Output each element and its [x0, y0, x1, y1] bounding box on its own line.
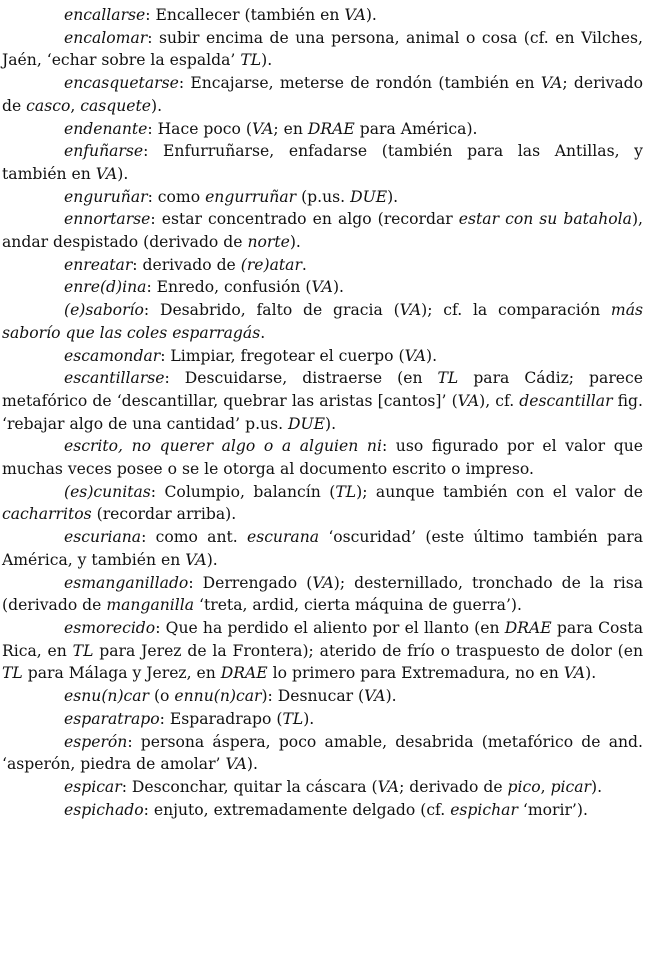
dictionary-entry: [2, 276, 643, 299]
entry-definition-text: ), andar despistado (derivado de: [2, 210, 643, 252]
dictionary-entry: [2, 526, 643, 571]
dictionary-entry: [2, 118, 643, 141]
entry-italic-text: (re)atar: [240, 255, 302, 274]
entry-definition-text: : Desconchar, quitar la cáscara (: [121, 777, 378, 796]
entry-italic-text: cacharritos: [2, 505, 92, 524]
entry-definition-text: ).: [151, 96, 163, 115]
entry-definition-text: ).: [591, 777, 603, 796]
entry-italic-text: DUE: [350, 187, 388, 206]
entry-italic-text: casco: [26, 96, 71, 115]
entry-definition-text: : Esparadrapo (: [159, 709, 283, 728]
dictionary-entry: [2, 799, 643, 822]
dictionary-entry: [2, 345, 643, 368]
dictionary-entry: [2, 481, 643, 526]
entry-headword: escuriana: [64, 528, 142, 547]
dictionary-entry: [2, 140, 643, 185]
entry-headword: encalomar: [64, 28, 148, 47]
entry-definition-text: : Enredo, confusión (: [146, 278, 312, 297]
entry-italic-text: descantillar: [519, 391, 613, 410]
entry-definition-text: : Derrengado (: [188, 573, 313, 592]
entry-italic-text: VA: [344, 6, 366, 24]
entry-italic-text: VA: [399, 301, 422, 320]
dictionary-entry: [2, 72, 643, 117]
dictionary-entry: [2, 186, 643, 209]
entry-italic-text: VA: [312, 573, 334, 592]
entry-italic-text: VA: [225, 755, 247, 774]
entry-definition-text: ).: [246, 755, 258, 774]
entry-definition-text: ).: [206, 550, 218, 569]
entry-definition-text: : Desabrido, falto de gracia (: [143, 301, 400, 320]
entry-definition-text: : uso figurado por el valor que muchas veces posee o se le otorga al documento escrito o impreso.: [2, 437, 643, 479]
entry-definition-text: lo primero para Extremadura, no en: [267, 664, 564, 683]
entry-headword: encallarse: [64, 6, 146, 24]
entry-definition-text: ).: [585, 664, 597, 683]
entry-italic-text: DRAE: [307, 119, 355, 138]
entry-headword: ennortarse: [64, 210, 151, 229]
entry-italic-text: espichar: [450, 800, 518, 819]
entry-italic-text: VA: [185, 550, 207, 569]
entry-italic-text: VA: [251, 119, 274, 138]
entry-definition-text: : Encajarse, meterse de rondón (también en: [178, 74, 541, 93]
entry-definition-text: ).: [117, 164, 129, 183]
entry-headword: espicar: [64, 777, 122, 796]
entry-italic-text: VA: [404, 346, 427, 365]
dictionary-entry: [2, 708, 643, 731]
entry-headword: escamondar: [64, 346, 161, 365]
dictionary-entry: [2, 776, 643, 799]
entry-definition-text: para Cádiz; parece metafórico de ‘descantillar, quebrar las aristas [cantos]’ (: [2, 369, 643, 410]
dictionary-entry: [2, 617, 643, 685]
entry-definition-text: ).: [325, 414, 337, 433]
entry-headword: escrito, no querer algo o a alguien ni: [64, 437, 382, 456]
entry-italic-text: DUE: [287, 414, 326, 433]
entry-headword: esperón: [64, 732, 128, 751]
entry-definition-text: ); cf. la comparación: [421, 301, 611, 320]
entry-headword: (e)saborío: [64, 301, 144, 320]
entry-definition-text: : Limpiar, fregotear el cuerpo (: [160, 346, 405, 365]
entry-definition-text: ).: [303, 709, 315, 728]
entry-italic-text: TL: [2, 664, 23, 683]
dictionary-entry: [2, 254, 643, 277]
entry-definition-text: : Hace poco (: [147, 119, 252, 138]
entry-definition-text: ).: [385, 687, 397, 706]
entry-definition-text: ).: [261, 51, 273, 70]
entry-definition-text: ; en: [273, 119, 308, 138]
dictionary-entry: [2, 4, 643, 27]
entry-headword: endenante: [64, 119, 148, 138]
entry-definition-text: ); aunque también con el valor de: [356, 482, 643, 501]
entry-italic-text: VA: [95, 164, 118, 183]
entry-italic-text: TL: [335, 482, 357, 501]
entry-definition-text: : estar concentrado en algo (recordar: [150, 210, 459, 229]
entry-definition-text: ); desternillado, tronchado de la risa (derivado de: [2, 573, 643, 615]
entry-italic-text: TL: [240, 51, 262, 70]
entry-definition-text: ).: [332, 278, 344, 297]
entry-definition-text: ; derivado de: [2, 74, 643, 115]
dictionary-entry: [2, 208, 643, 253]
dictionary-entry: [2, 27, 643, 72]
entry-italic-text: VA: [563, 664, 586, 683]
entry-italic-text: DRAE: [220, 664, 268, 683]
entry-definition-text: : como ant.: [141, 528, 247, 547]
entry-definition-text: : subir encima de una persona, animal o cosa (cf. en Vilches, Jaén, ‘echar sobre la espalda’: [2, 28, 643, 70]
entry-italic-text: DRAE: [504, 618, 552, 637]
entry-italic-text: VA: [540, 74, 563, 93]
entry-definition-text: ).: [289, 233, 301, 252]
dictionary-entry: [2, 731, 643, 776]
entry-italic-text: VA: [377, 777, 400, 796]
entry-definition-text: ).: [365, 6, 377, 24]
entry-italic-text: estar con su batahola: [458, 210, 632, 229]
entry-headword: enre(d)ina: [64, 278, 147, 297]
entry-definition-text: .: [260, 323, 266, 342]
entry-definition-text: (p.us.: [296, 187, 351, 206]
entry-definition-text: : Descuidarse, distraerse (en: [164, 369, 438, 388]
entry-headword: (es)cunitas: [64, 482, 151, 501]
entry-headword: enguruñar: [64, 187, 148, 206]
entry-definition-text: .: [301, 255, 307, 274]
dictionary-entry: [2, 572, 643, 617]
entry-italic-text: norte: [247, 233, 290, 252]
entry-italic-text: ennu(n)car: [174, 687, 262, 706]
entry-definition-text: : como: [147, 187, 206, 206]
entry-definition-text: ).: [426, 346, 438, 365]
entry-definition-text: : persona áspera, poco amable, desabrida (metafórico de and. ‘asperón, piedra de amolar’: [2, 732, 643, 774]
dictionary-entry: [2, 435, 643, 480]
entry-italic-text: TL: [437, 369, 459, 388]
dictionary-entry: [2, 299, 643, 344]
entry-definition-text: ‘treta, ardid, cierta máquina de guerra’).: [194, 596, 522, 615]
entry-italic-text: pico: [507, 777, 541, 796]
entry-definition-text: ,: [540, 777, 551, 796]
entry-definition-text: ‘morir’).: [517, 800, 588, 819]
entry-definition-text: (o: [149, 687, 175, 706]
entry-definition-text: para América).: [354, 119, 478, 138]
entry-headword: enfuñarse: [64, 142, 144, 161]
entry-definition-text: ), cf.: [479, 391, 520, 410]
entry-italic-text: casquete: [80, 96, 152, 115]
entry-headword: esmorecido: [64, 618, 156, 637]
dictionary-entry: [2, 685, 643, 708]
entry-headword: esnu(n)car: [64, 687, 150, 706]
entry-definition-text: : derivado de: [132, 255, 241, 274]
entry-italic-text: TL: [282, 709, 304, 728]
entry-headword: encasquetarse: [64, 74, 179, 93]
entry-italic-text: escurana: [246, 528, 320, 547]
entry-headword: esparatrapo: [64, 709, 160, 728]
entry-definition-text: ,: [70, 96, 81, 115]
entry-headword: enreatar: [64, 255, 133, 274]
entry-italic-text: engurruñar: [205, 187, 297, 206]
entry-definition-text: : Que ha perdido el aliento por el llanto (en: [155, 618, 505, 637]
entry-definition-text: ).: [387, 187, 399, 206]
entry-italic-text: VA: [311, 278, 333, 297]
entry-definition-text: ; derivado de: [399, 777, 508, 796]
entry-italic-text: más saborío que las coles esparragás: [2, 301, 643, 342]
entry-definition-text: : Enfurruñarse, enfadarse (también para las Antillas, y también en: [2, 142, 643, 183]
entry-definition-text: para Málaga y Jerez, en: [22, 664, 221, 683]
entry-italic-text: VA: [457, 391, 480, 410]
entry-definition-text: : Encallecer (también en: [145, 6, 345, 24]
entry-definition-text: para Jerez de la Frontera); aterido de frío o traspuesto de dolor (en: [93, 641, 643, 660]
entry-definition-text: fig. ‘rebajar algo de una cantidad’ p.us.: [2, 391, 643, 433]
entry-definition-text: ‘oscuridad’ (este último también para América, y también en: [2, 528, 643, 569]
entry-headword: escantillarse: [64, 369, 165, 388]
entry-italic-text: TL: [72, 641, 94, 660]
entry-headword: esmanganillado: [64, 573, 189, 592]
entry-definition-text: ): Desnucar (: [261, 687, 365, 706]
entry-italic-text: VA: [364, 687, 386, 706]
entry-italic-text: manganilla: [106, 596, 195, 615]
entry-italic-text: picar: [550, 777, 592, 796]
dictionary-entry: [2, 367, 643, 435]
entry-definition-text: para Costa Rica, en: [2, 618, 643, 660]
entry-definition-text: : Columpio, balancín (: [150, 482, 336, 501]
entry-definition-text: : enjuto, extremadamente delgado (cf.: [143, 800, 451, 819]
entry-headword: espichado: [64, 800, 144, 819]
entry-definition-text: (recordar arriba).: [91, 505, 237, 524]
